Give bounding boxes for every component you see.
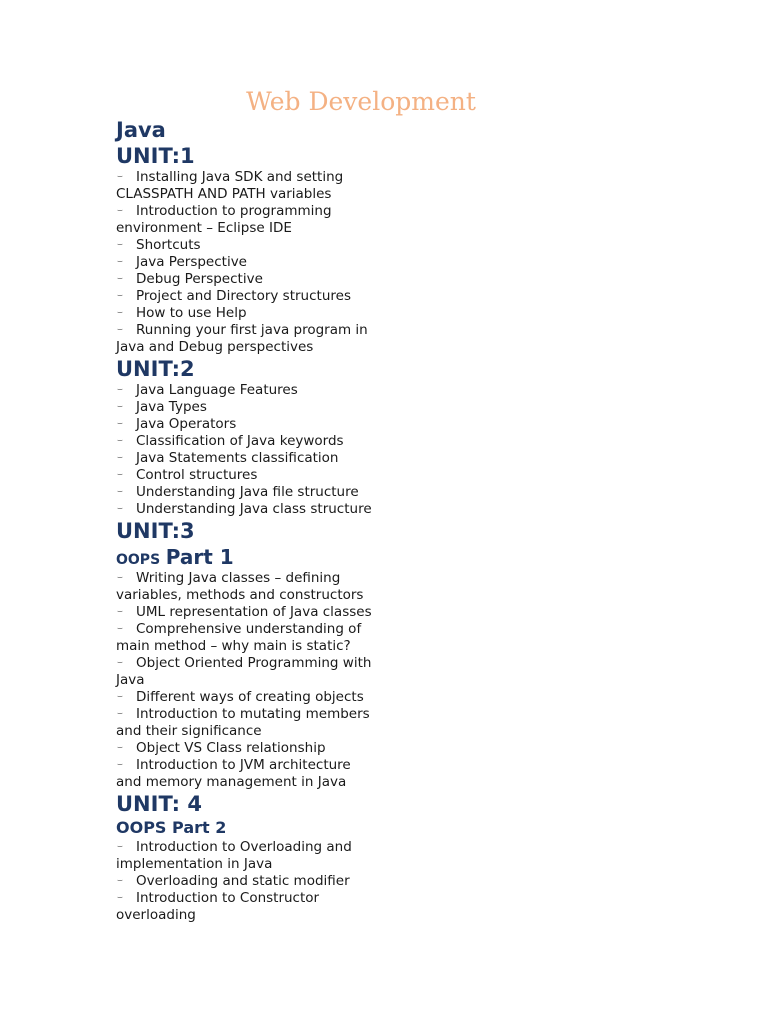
topic-list — [116, 169, 416, 356]
part-heading-suffix: Part 1 — [165, 545, 234, 569]
list-item — [116, 237, 416, 254]
list-item — [116, 689, 416, 706]
topic-list — [116, 570, 416, 791]
list-item — [116, 288, 416, 305]
list-item — [116, 322, 416, 356]
item-text: Java Operators — [136, 416, 237, 432]
item-text: Different ways of creating objects — [136, 689, 364, 705]
ribbon-bullet-icon: ⌣ — [117, 573, 123, 583]
item-text-continued: variables, methods and constructors — [116, 587, 364, 603]
ribbon-bullet-icon: ⌣ — [117, 419, 123, 429]
item-text: Object Oriented Programming with — [136, 655, 372, 671]
item-text: Comprehensive understanding of — [136, 621, 362, 637]
ribbon-bullet-icon: ⌣ — [117, 743, 123, 753]
topic-list — [116, 839, 416, 924]
document-title: Web Development — [246, 87, 476, 116]
ribbon-bullet-icon: ⌣ — [117, 504, 123, 514]
item-text-continued: environment – Eclipse IDE — [116, 220, 292, 236]
unit-heading: UNIT: 4 — [116, 792, 202, 816]
unit-heading: UNIT:2 — [116, 357, 195, 381]
list-item — [116, 416, 416, 433]
list-item — [116, 169, 416, 203]
item-text-continued: Java and Debug perspectives — [116, 339, 314, 355]
ribbon-bullet-icon: ⌣ — [117, 692, 123, 702]
item-text: Java Perspective — [136, 254, 247, 270]
list-item — [116, 254, 416, 271]
item-text-continued: main method – why main is static? — [116, 638, 351, 654]
ribbon-bullet-icon: ⌣ — [117, 658, 123, 668]
item-text: Installing Java SDK and setting — [136, 169, 344, 185]
item-text: Introduction to Overloading and — [136, 839, 352, 855]
item-text: How to use Help — [136, 305, 247, 321]
list-item — [116, 621, 416, 655]
list-item — [116, 203, 416, 237]
list-item — [116, 706, 416, 740]
ribbon-bullet-icon: ⌣ — [117, 709, 123, 719]
topic-list — [116, 382, 416, 518]
item-text: Project and Directory structures — [136, 288, 351, 304]
ribbon-bullet-icon: ⌣ — [117, 453, 123, 463]
ribbon-bullet-icon: ⌣ — [117, 291, 123, 301]
item-text: Overloading and static modifier — [136, 873, 350, 889]
item-text: Running your first java program in — [136, 322, 368, 338]
list-item — [116, 484, 416, 501]
ribbon-bullet-icon: ⌣ — [117, 240, 123, 250]
list-item — [116, 839, 416, 873]
item-text: Java Types — [136, 399, 207, 415]
ribbon-bullet-icon: ⌣ — [117, 274, 123, 284]
part-heading: OOPS Part 2 — [116, 818, 227, 837]
ribbon-bullet-icon: ⌣ — [117, 842, 123, 852]
ribbon-bullet-icon: ⌣ — [117, 402, 123, 412]
list-item — [116, 433, 416, 450]
document-body — [116, 117, 416, 924]
ribbon-bullet-icon: ⌣ — [117, 325, 123, 335]
item-text: Writing Java classes – defining — [136, 570, 341, 586]
part-heading — [116, 544, 416, 570]
item-text-continued: CLASSPATH AND PATH variables — [116, 186, 332, 202]
list-item — [116, 467, 416, 484]
item-text: Control structures — [136, 467, 258, 483]
ribbon-bullet-icon: ⌣ — [117, 172, 123, 182]
item-text-continued: Java — [116, 672, 145, 688]
course-heading: Java — [116, 118, 166, 142]
list-item — [116, 271, 416, 288]
item-text: Introduction to mutating members — [136, 706, 370, 722]
list-item — [116, 740, 416, 757]
ribbon-bullet-icon: ⌣ — [117, 876, 123, 886]
item-text-continued: and their significance — [116, 723, 262, 739]
list-item — [116, 399, 416, 416]
ribbon-bullet-icon: ⌣ — [117, 607, 123, 617]
item-text: Java Language Features — [136, 382, 298, 398]
item-text: Java Statements classification — [136, 450, 339, 466]
item-text: Introduction to programming — [136, 203, 332, 219]
ribbon-bullet-icon: ⌣ — [117, 893, 123, 903]
unit-heading: UNIT:3 — [116, 519, 195, 543]
item-text: Debug Perspective — [136, 271, 263, 287]
item-text: Shortcuts — [136, 237, 201, 253]
ribbon-bullet-icon: ⌣ — [117, 385, 123, 395]
list-item — [116, 757, 416, 791]
ribbon-bullet-icon: ⌣ — [117, 760, 123, 770]
item-text: UML representation of Java classes — [136, 604, 372, 620]
list-item — [116, 382, 416, 399]
ribbon-bullet-icon: ⌣ — [117, 308, 123, 318]
item-text: Object VS Class relationship — [136, 740, 326, 756]
list-item — [116, 604, 416, 621]
list-item — [116, 450, 416, 467]
item-text: Classification of Java keywords — [136, 433, 344, 449]
item-text-continued: implementation in Java — [116, 856, 273, 872]
item-text: Introduction to JVM architecture — [136, 757, 351, 773]
list-item — [116, 501, 416, 518]
part-heading-prefix: OOPS — [116, 552, 161, 568]
list-item — [116, 655, 416, 689]
item-text: Understanding Java file structure — [136, 484, 359, 500]
ribbon-bullet-icon: ⌣ — [117, 257, 123, 267]
ribbon-bullet-icon: ⌣ — [117, 436, 123, 446]
item-text: Introduction to Constructor — [136, 890, 320, 906]
ribbon-bullet-icon: ⌣ — [117, 206, 123, 216]
list-item — [116, 305, 416, 322]
item-text-continued: overloading — [116, 907, 196, 923]
ribbon-bullet-icon: ⌣ — [117, 624, 123, 634]
ribbon-bullet-icon: ⌣ — [117, 487, 123, 497]
item-text-continued: and memory management in Java — [116, 774, 347, 790]
list-item — [116, 890, 416, 924]
list-item — [116, 570, 416, 604]
unit-heading: UNIT:1 — [116, 144, 195, 168]
item-text: Understanding Java class structure — [136, 501, 372, 517]
list-item — [116, 873, 416, 890]
ribbon-bullet-icon: ⌣ — [117, 470, 123, 480]
